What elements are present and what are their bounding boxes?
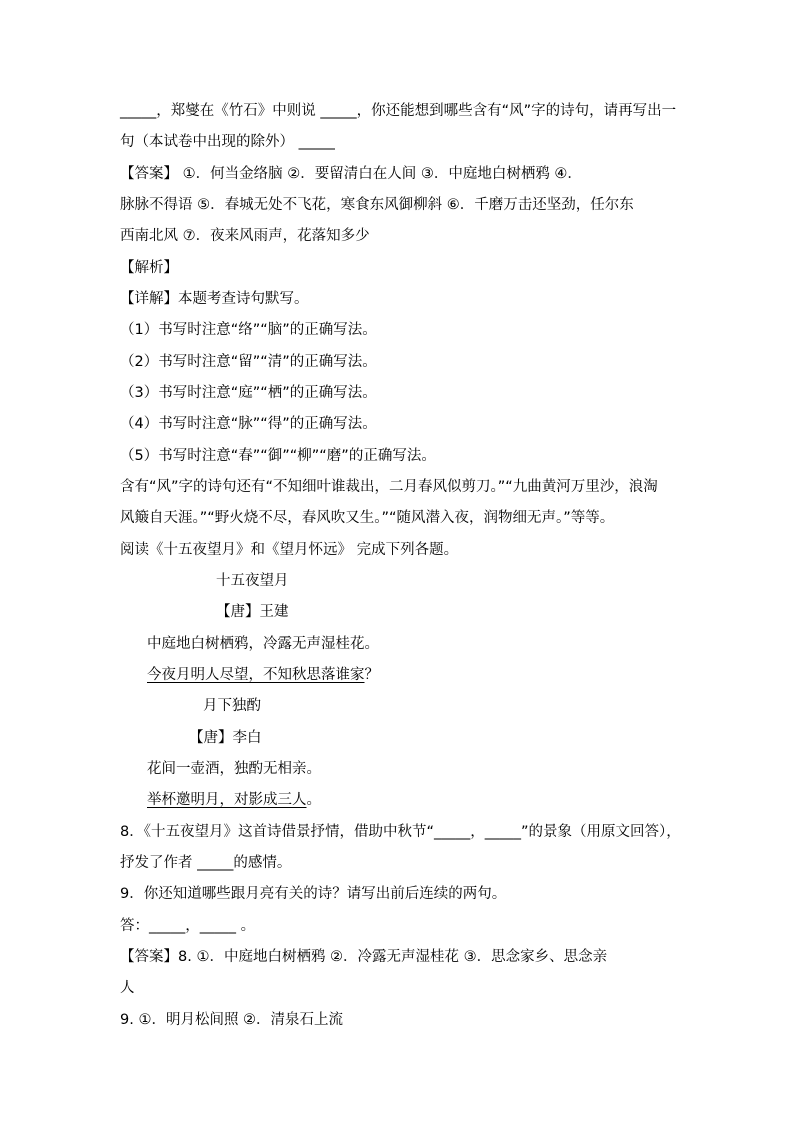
detail-line: 风簸自天涯。”“野火烧不尽，春风吹又生。”“随风潜入夜，润物细无声。”等等。 bbox=[120, 510, 615, 526]
poem-title: 十五夜望月 bbox=[216, 573, 289, 589]
detail-line: （2）书写时注意“留”“清”的正确写法。 bbox=[120, 354, 377, 370]
poem-line: 中庭地白树栖鸦，冷露无声湿桂花。 bbox=[147, 636, 379, 652]
answer-line: 西南北风 ⑦．夜来风雨声，花落知多少 bbox=[120, 228, 370, 244]
poem-punctuation: 。 bbox=[306, 792, 321, 808]
poem-line bbox=[147, 790, 321, 810]
detail-line: 含有“风”字的诗句还有“不知细叶谁裁出，二月春风似剪刀。”“九曲黄河万里沙，浪淘 bbox=[120, 479, 658, 495]
analysis-heading: 【解析】 bbox=[120, 260, 178, 276]
detail-line: （1）书写时注意“络”“脑”的正确写法。 bbox=[120, 322, 377, 338]
answer-8: 人 bbox=[120, 980, 135, 996]
question-9: 答：_____，_____ 。 bbox=[120, 918, 256, 934]
poem-line bbox=[147, 665, 379, 685]
text-line: 句（本试卷中出现的除外） _____ bbox=[120, 134, 335, 150]
poem-punctuation: ？ bbox=[364, 667, 379, 683]
poem-title: 月下独酌 bbox=[203, 698, 261, 714]
answer-line: 脉脉不得语 ⑤．春城无处不飞花，寒食东风御柳斜 ⑥．千磨万击还坚劲，任尔东 bbox=[120, 197, 634, 213]
detail-line: （4）书写时注意“脉”“得”的正确写法。 bbox=[120, 416, 377, 432]
text-line: _____，郑燮在《竹石》中则说 _____，你还能想到哪些含有“风”字的诗句，请再写出一 bbox=[120, 103, 677, 119]
answer-8: 【答案】8. ①．中庭地白树栖鸦 ②．冷露无声湿桂花 ③．思念家乡、思念亲 bbox=[120, 949, 608, 965]
reading-instruction: 阅读《十五夜望月》和《望月怀远》 完成下列各题。 bbox=[120, 542, 459, 558]
poem-line: 花间一壶酒，独酌无相亲。 bbox=[147, 761, 321, 777]
poem-author: 【唐】王建 bbox=[216, 604, 289, 620]
detail-line: （5）书写时注意“春”“御”“柳”“磨”的正确写法。 bbox=[120, 448, 436, 464]
detail-line: （3）书写时注意“庭”“栖”的正确写法。 bbox=[120, 385, 377, 401]
poem-author: 【唐】李白 bbox=[189, 730, 262, 746]
question-9: 9．你还知道哪些跟月亮有关的诗？请写出前后连续的两句。 bbox=[120, 886, 507, 902]
answer-9: 9. ①．明月松间照 ②．清泉石上流 bbox=[120, 1012, 344, 1028]
question-8: 8．《十五夜望月》这首诗借景抒情，借助中秋节“_____，_____”的景象（用原文回答）， bbox=[120, 824, 681, 840]
underlined-poem-text: 今夜月明人尽望，不知秋思落谁家 bbox=[147, 667, 365, 683]
detail-line: 【详解】本题考查诗句默写。 bbox=[120, 291, 309, 307]
answer-line: 【答案】 ①．何当金络脑 ②．要留清白在人间 ③．中庭地白树栖鸦 ④． bbox=[120, 166, 582, 182]
question-8: 抒发了作者 _____的感情。 bbox=[120, 855, 292, 871]
underlined-poem-text: 举杯邀明月，对影成三人 bbox=[147, 792, 307, 808]
